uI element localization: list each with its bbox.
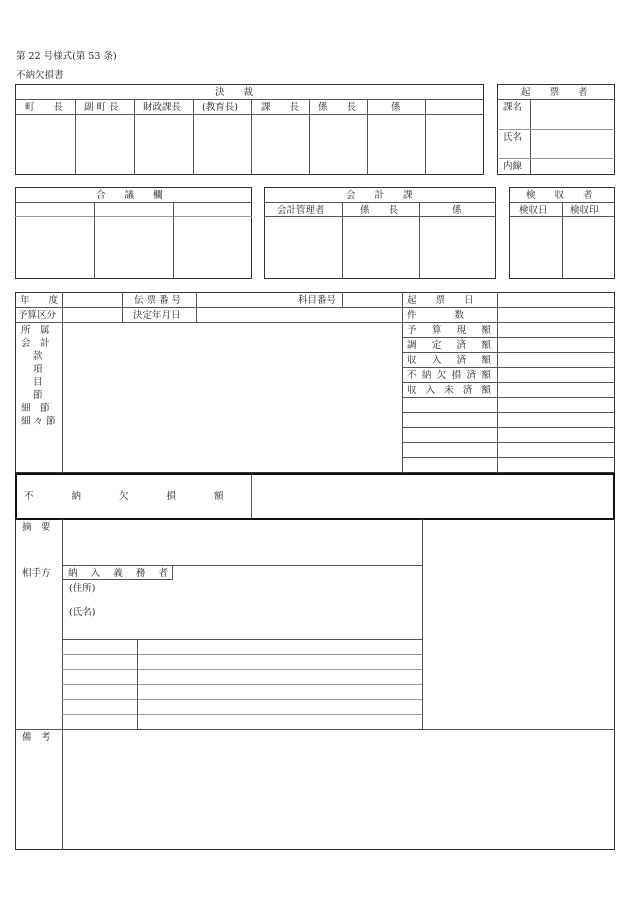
address-field[interactable] [100,581,420,601]
accounting-stamp-manager[interactable] [265,217,341,278]
amount-unreceived-field[interactable] [498,383,614,396]
inspector-col-date: 検収日 [519,205,548,216]
fiscal-year-field[interactable] [63,293,121,306]
right-blank-area[interactable] [423,520,614,728]
amount-budget-field[interactable] [498,323,614,336]
approval-title-divider [15,99,484,100]
approval-stamp-subsection-chief[interactable] [310,115,366,174]
detail-row[interactable] [63,670,421,683]
consultation-title: 合 議 欄 [96,190,163,201]
remarks-label: 備 考 [22,732,51,743]
name-field[interactable] [100,604,420,634]
amount-label-assessed: 調 定 済 額 [407,340,491,351]
form-title: 不納欠損書 [16,70,64,81]
account-label-moku: 目 [33,377,43,388]
consultation-cell-3[interactable] [174,217,251,278]
case-count-label: 件 数 [407,310,465,321]
drafter-label-section: 課名 [503,102,523,113]
approval-stamp-superintendent[interactable] [194,115,250,174]
consultation-cell-1[interactable] [16,217,93,278]
consultation-cell-2[interactable] [95,217,172,278]
approval-stamp-section-chief[interactable] [252,115,308,174]
approval-col-subsection-chief: 係 長 [318,102,357,113]
remarks-field[interactable] [63,730,614,849]
amount-label-budget: 予 算 現 額 [407,325,491,336]
approval-col-mayor: 町 長 [25,102,64,113]
approval-stamp-finance-chief[interactable] [135,115,192,174]
amount-received-field[interactable] [498,353,614,366]
address-label: (住所) [69,583,96,594]
accounting-col-staff: 係 [452,205,462,216]
amount-row-line [402,412,615,413]
accounting-title-divider [264,202,496,203]
account-label-department: 所 属 [21,325,50,336]
form-number: 第 22 号様式(第 53 条) [16,51,117,62]
writeoff-divider [251,475,252,518]
amount-row-line [402,397,615,398]
inspector-stamp-field[interactable] [563,217,614,278]
budget-category-label: 予算区分 [18,310,57,321]
amount-row-line [402,457,615,458]
subject-number-field[interactable] [343,293,401,306]
summary-field[interactable] [63,520,421,564]
approval-stamp-mayor[interactable] [16,115,74,174]
accounting-col-manager: 会計管理者 [277,205,325,216]
slip-number-label: 伝 票 番 号 [134,295,182,306]
name-label: (氏名) [69,607,96,618]
account-label-sub-sub-setsu: 細 々 節 [21,416,56,427]
amount-label-writeoff-done: 不 納 欠 損 済 額 [407,370,491,381]
drafter-extension-field[interactable] [531,159,614,174]
amount-writeoff-done-field[interactable] [498,368,614,381]
drafter-name-field[interactable] [531,130,614,157]
approval-stamp-deputy-mayor[interactable] [76,115,133,174]
amount-assessed-field[interactable] [498,338,614,351]
approval-stamp-staff[interactable] [368,115,424,174]
detail-row[interactable] [63,655,421,668]
accounting-stamp-subsection-chief[interactable] [343,217,418,278]
detail-row[interactable] [63,685,421,698]
account-label-kou: 項 [33,364,43,375]
drafter-label-extension: 内線 [503,161,523,172]
account-label-sub-setsu: 細 節 [21,403,50,414]
accounting-stamp-staff[interactable] [420,217,495,278]
writeoff-label: 不 納 欠 損 額 [24,491,224,502]
approval-title: 決 裁 [215,87,254,98]
accounting-title: 会 計 課 [346,190,413,201]
draft-date-field[interactable] [498,293,614,306]
detail-row[interactable] [63,700,421,713]
approval-col-deputy-mayor: 副 町 長 [84,102,119,113]
account-classification-field[interactable] [63,323,401,472]
decision-date-field[interactable] [197,308,401,321]
account-label-kan: 款 [33,351,43,362]
fiscal-year-label: 年 度 [20,295,59,306]
main-col-line [402,292,403,473]
detail-row[interactable] [63,715,421,728]
approval-col-superintendent: (教育長) [202,102,238,113]
counterparty-label: 相手方 [22,568,51,579]
decision-date-label: 決定年月日 [133,310,181,321]
draft-date-label: 起 票 日 [407,295,474,306]
amount-label-received: 収 入 済 額 [407,355,491,366]
amount-label-unreceived: 収 入 未 済 額 [407,385,491,396]
obligor-label: 納 入 義 務 者 [68,568,168,579]
amount-row-line [402,427,615,428]
drafter-label-name: 氏名 [503,132,523,143]
consultation-title-divider [15,202,252,203]
approval-col-section-chief: 課 長 [261,102,300,113]
account-label-accounting: 会 計 [21,338,50,349]
inspector-date-field[interactable] [510,217,561,278]
amount-row-line [402,442,615,443]
approval-col-line [425,99,426,175]
inspector-title: 検 収 者 [526,190,593,201]
summary-label: 摘 要 [22,522,51,533]
approval-col-staff: 係 [391,102,401,113]
subject-number-label: 科目番号 [298,295,337,306]
accounting-col-subsection-chief: 係 長 [360,205,399,216]
inspector-col-stamp: 検収印 [570,205,599,216]
approval-col-finance-chief: 財政課長 [143,102,182,113]
main-col-line [122,292,123,322]
account-label-setsu: 節 [33,390,43,401]
case-count-field[interactable] [498,308,614,321]
budget-category-field[interactable] [63,308,121,321]
writeoff-amount-field[interactable] [253,475,613,518]
drafter-section-field[interactable] [531,100,614,128]
drafter-title: 起 票 者 [521,87,588,98]
detail-row[interactable] [63,640,421,653]
